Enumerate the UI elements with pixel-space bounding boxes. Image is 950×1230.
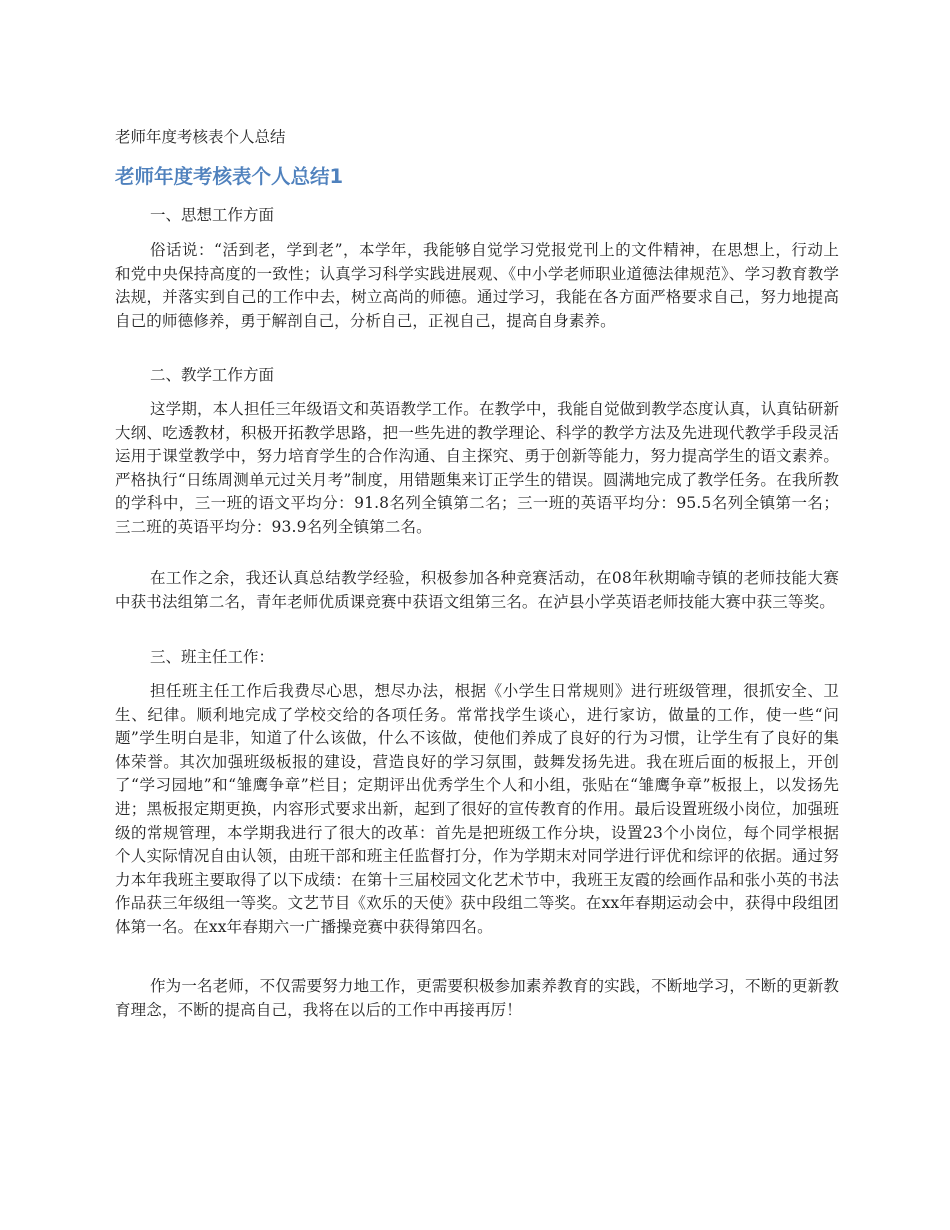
paragraph-teaching: 这学期，本人担任三年级语文和英语教学工作。在教学中，我能自觉做到教学态度认真，认真钻研新大纲、吃透教材，积极开拓教学思路，把一些先进的教学理论、科学的教学方法及先进现代教学手段灵活运用于课堂教学中，努力培育学生的合作沟通、自主探究、勇于创新等能力，努力提高学生的语文素养。严格执行“日练周测单元过关月考”制度，用错题集来订正学生的错误。圆满地完成了教学任务。在我所教的学科中，三一班的语文平均分：91.8名列全镇第二名；三一班的英语平均分：95.5名列全镇第一名；三二班的英语平均分：93.9名列全镇第二名。 — [115, 400, 839, 536]
paragraph-thought: 俗话说：“活到老，学到老”，本学年，我能够自觉学习党报党刊上的文件精神，在思想上，行动上和党中央保持高度的一致性；认真学习科学实践进展观、《中小学老师职业道德法律规范》、学习教育教学法规，并落实到自己的工作中去，树立高尚的师德。通过学习，我能在各方面严格要求自己，努力地提高自己的师德修养，勇于解剖自己，分析自己，正视自己，提高自身素养。 — [115, 241, 839, 330]
paragraph-class-teacher: 担任班主任工作后我费尽心思，想尽办法，根据《小学生日常规则》进行班级管理，很抓安全、卫生、纪律。顺利地完成了学校交给的各项任务。常常找学生谈心，进行家访，做量的工作，使一些“问题”学生明白是非，知道了什么该做，什么不该做，使他们养成了良好的行为习惯，让学生有了良好的集体荣誉。其次加强班级板报的建设，营造良好的学习氛围，鼓舞发扬先进。我在班后面的板报上，开创了“学习园地”和“雏鹰争章”栏目；定期评出优秀学生个人和小组，张贴在“雏鹰争章”板报上，以发扬先进；黑板报定期更换，内容形式要求出新，起到了很好的宣传教育的作用。最后设置班级小岗位，加强班级的常规管理，本学期我进行了很大的改革：首先是把班级工作分块，设置23个小岗位，每个同学根据个人实际情况自由认领，由班干部和班主任监督打分，作为学期末对同学进行评优和综评的依据。通过努力本年我班主要取得了以下成绩：在第十三届校园文化艺术节中，我班王友霞的绘画作品和张小英的书法作品获三年级组一等奖。文艺节目《欢乐的天使》获中段组二等奖。在xx年春期运动会中，获得中段组团体第一名。在xx年春期六一广播操竞赛中获得第四名。 — [115, 682, 839, 936]
document-heading: 老师年度考核表个人总结1 — [115, 165, 344, 188]
section-heading-thought: 一、思想工作方面 — [150, 206, 275, 224]
paragraph-competitions: 在工作之余，我还认真总结教学经验，积极参加各种竞赛活动，在08年秋期喻寺镇的老师技能大赛中获书法组第二名，青年老师优质课竞赛中获语文组第三名。在泸县小学英语老师技能大赛中获三等奖。 — [115, 569, 839, 611]
document-title: 老师年度考核表个人总结 — [115, 128, 286, 146]
section-heading-teaching: 二、教学工作方面 — [150, 366, 275, 384]
section-heading-class-teacher: 三、班主任工作： — [150, 648, 275, 666]
paragraph-conclusion: 作为一名老师，不仅需要努力地工作，更需要积极参加素养教育的实践，不断地学习，不断的更新教育理念，不断的提高自己，我将在以后的工作中再接再厉！ — [115, 977, 839, 1019]
